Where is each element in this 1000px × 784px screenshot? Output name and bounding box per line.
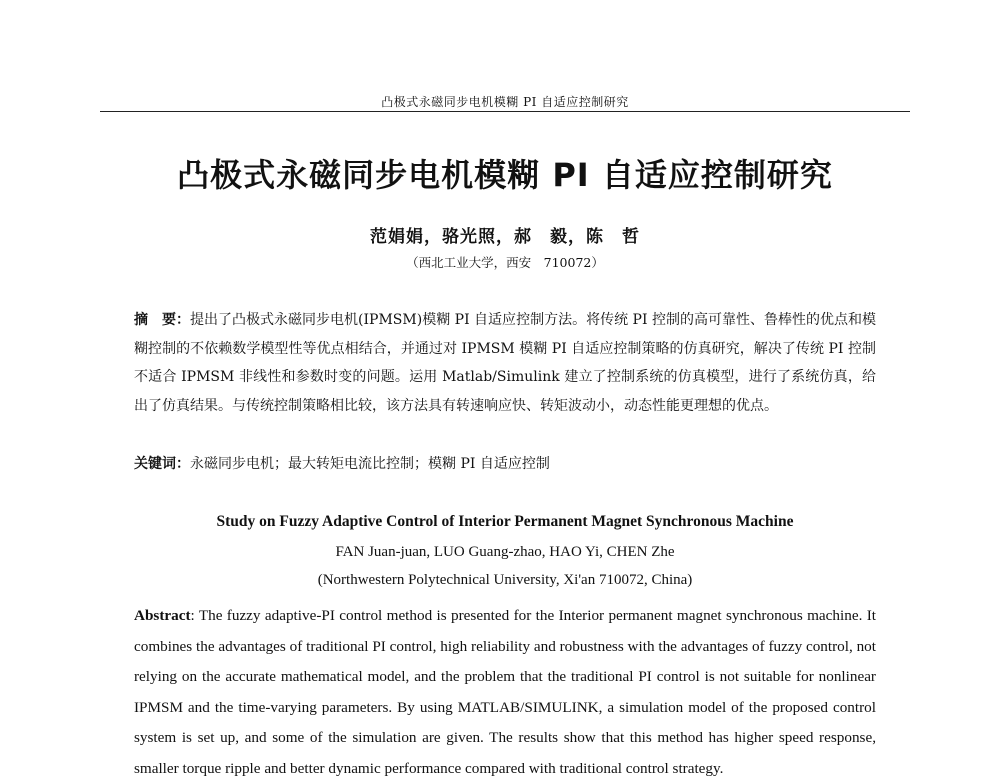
running-header: 凸极式永磁同步电机模糊 PI 自适应控制研究 (381, 95, 629, 109)
english-title: Study on Fuzzy Adaptive Control of Interior Permanent Magnet Synchronous Machine (216, 513, 794, 530)
english-affiliation: (Northwestern Polytechnical University, Xi'an 710072, China) (317, 572, 693, 588)
header-rule (100, 111, 910, 112)
english-abstract-text: : The fuzzy adaptive-PI control method is presented for the Interior permanent magnet synchronous machine. It combines the advantages of traditional PI control, high reliability and robustness with the advantages of fuzzy control, not relying on the accurate mathematical model, and the problem that the traditional PI control is not suitable for nonlinear IPMSM and the time-varying parameters. By using MATLAB/SIMULINK, a simulation model of the proposed control system is set up, and some of the simulation are given. The results show that this method has higher speed response, smaller torque ripple and better dynamic performance compared with traditional control strategy. (134, 607, 876, 777)
english-abstract-label: Abstract (134, 607, 191, 624)
chinese-abstract-label: 摘 要： (134, 312, 191, 328)
affiliation: （西北工业大学，西安 710072） (406, 255, 604, 270)
chinese-keywords (134, 452, 876, 476)
chinese-keywords-text: 永磁同步电机；最大转矩电流比控制；模糊 PI 自适应控制 (190, 456, 550, 472)
chinese-keywords-label: 关键词： (134, 456, 190, 472)
authors: 范娟娟，骆光照，郝 毅，陈 哲 (370, 227, 640, 247)
paper-title: 凸极式永磁同步电机模糊 PI 自适应控制研究 (177, 156, 833, 194)
english-authors: FAN Juan-juan, LUO Guang-zhao, HAO Yi, CHEN Zhe (335, 544, 675, 560)
english-abstract (134, 601, 876, 784)
chinese-abstract (134, 306, 876, 420)
chinese-abstract-text: 提出了凸极式永磁同步电机(IPMSM)模糊 PI 自适应控制方法。将传统 PI 控制的高可靠性、鲁棒性的优点和模糊控制的不依赖数学模型性等优点相结合，并通过对 IPMSM 模糊 PI 自适应控制策略的仿真研究，解决了传统 PI 控制不适合 IPMSM 非线性和参数时变的问题。运用 Matlab/Simulink 建立了控制系统的仿真模型，进行了系统仿真，给出了仿真结果。与传统控制策略相比较，该方法具有转速响应快、转矩波动小，动态性能更理想的优点。 (134, 312, 876, 414)
